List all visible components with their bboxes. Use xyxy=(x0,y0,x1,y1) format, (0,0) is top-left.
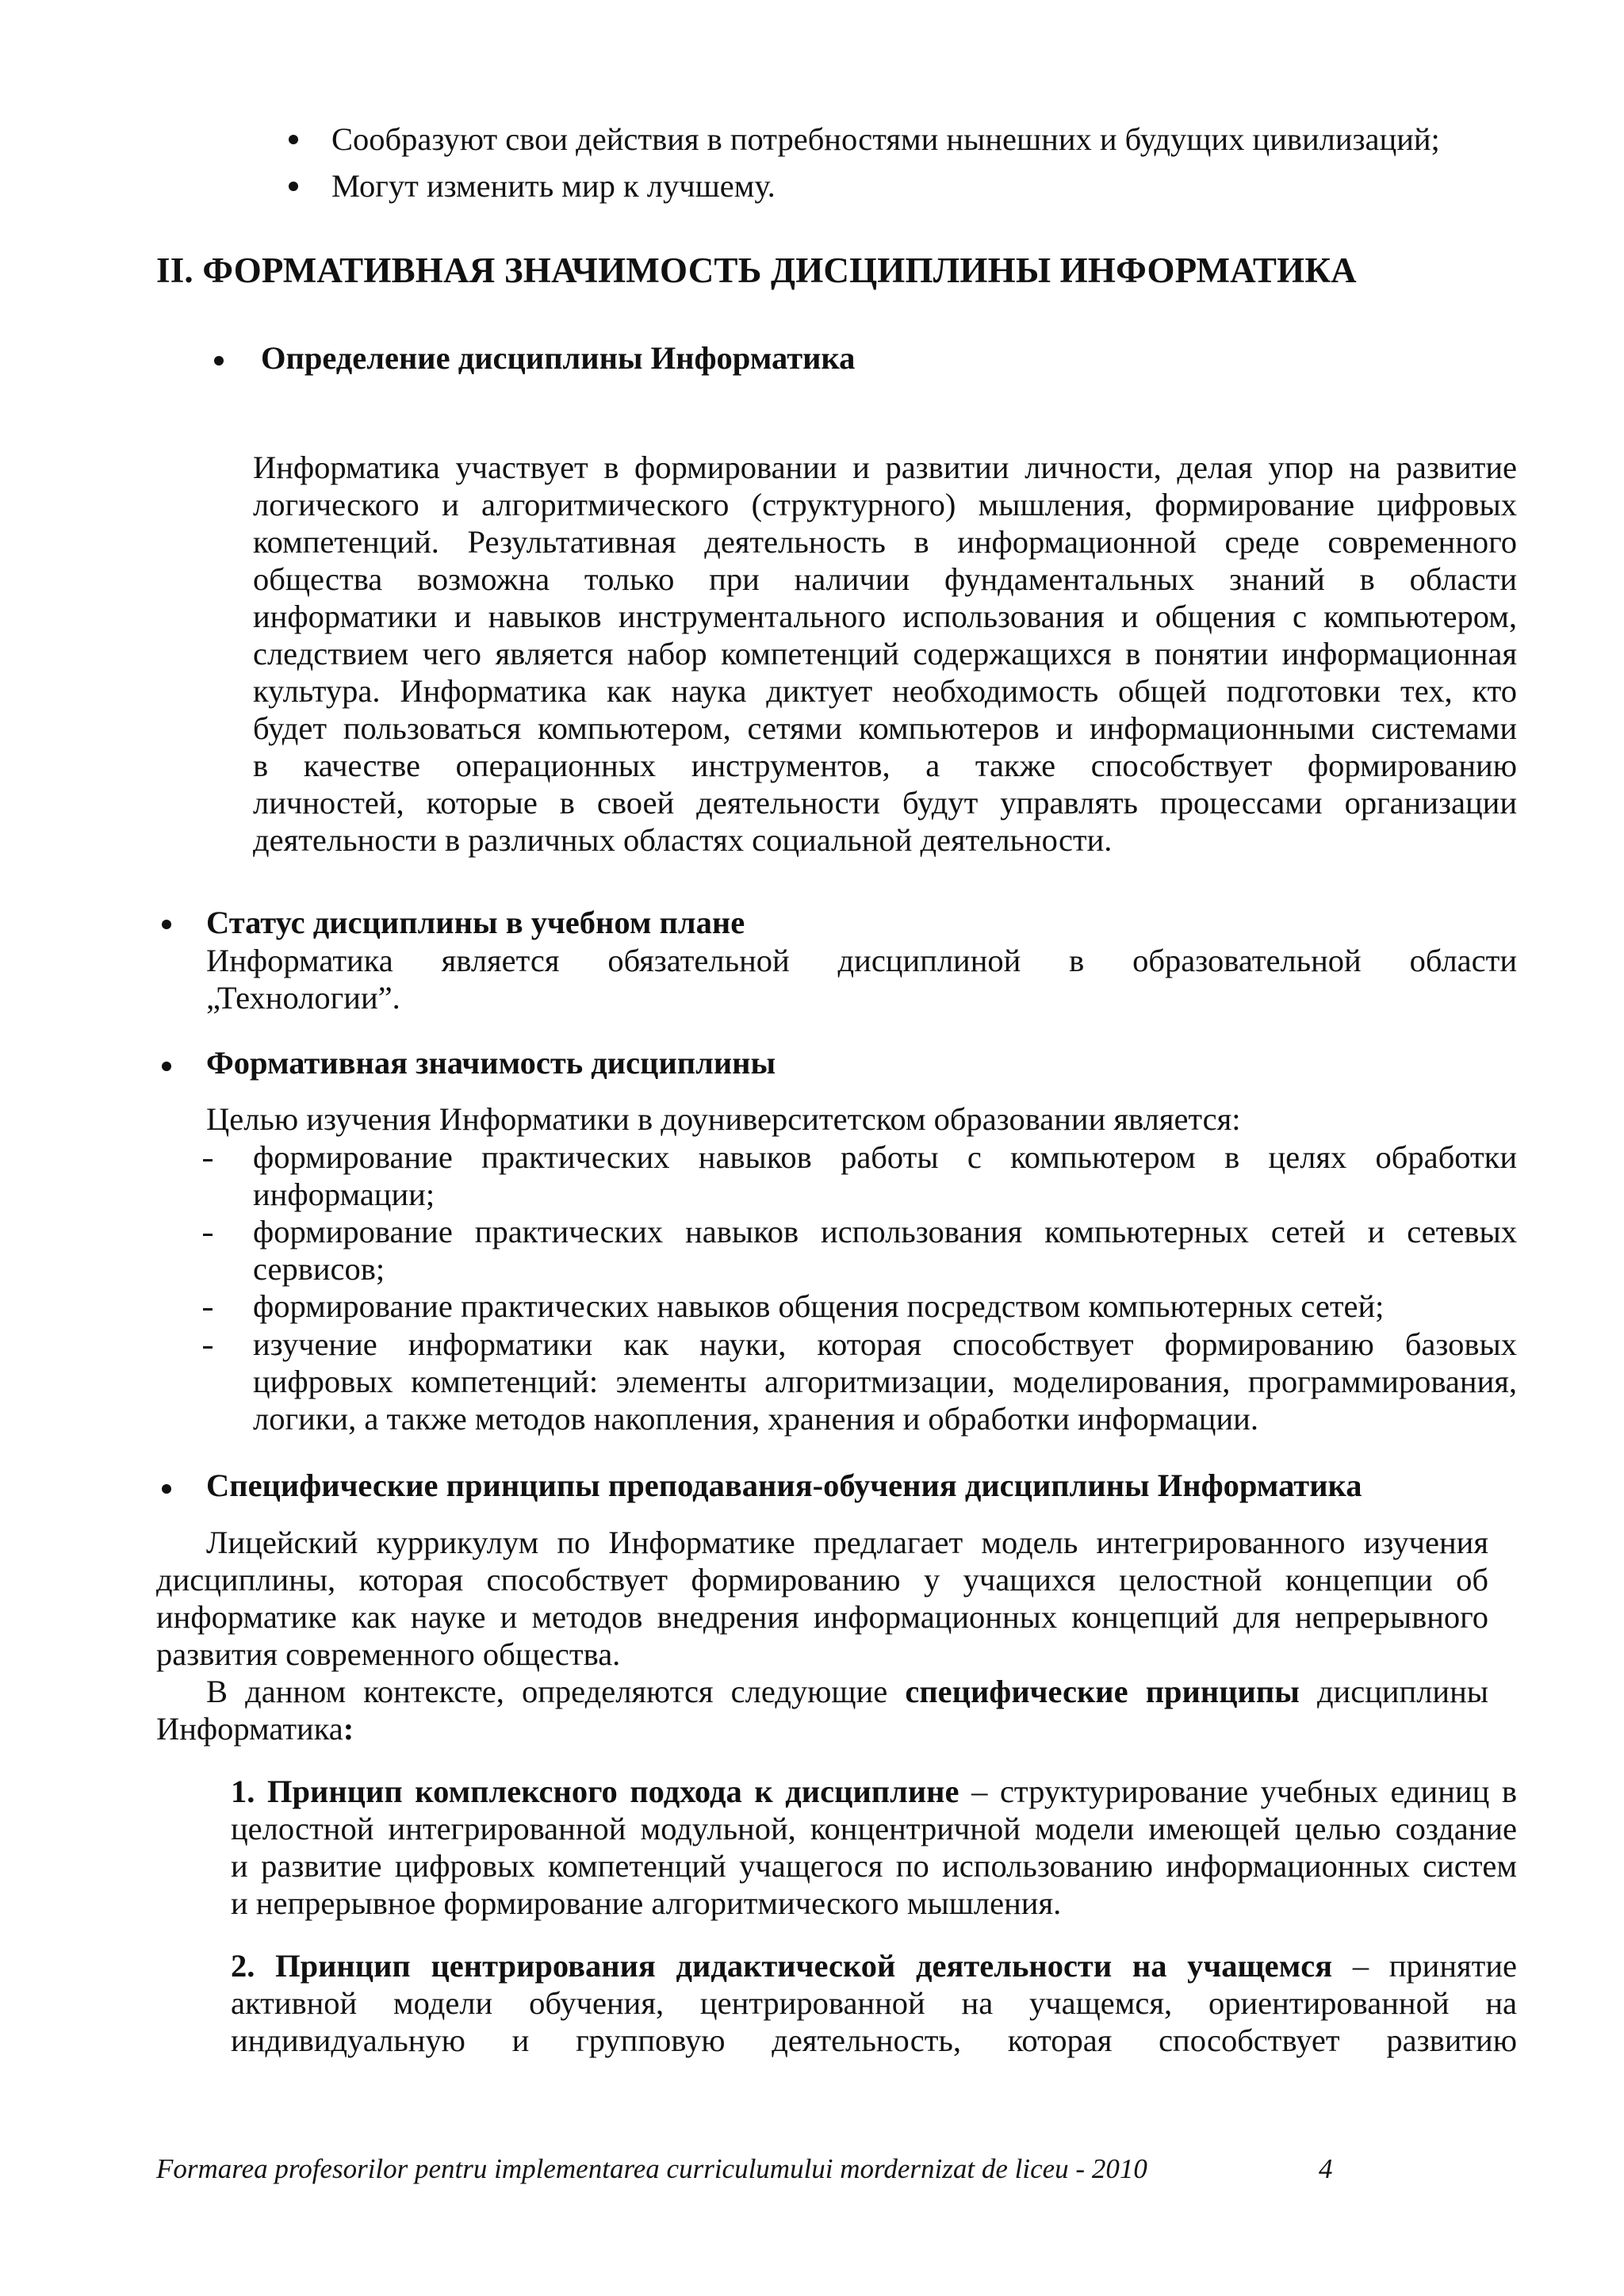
status-heading: Статус дисциплины в учебном плане xyxy=(206,905,745,940)
text-line: изучение информатики как науки, которая способствует формированию базовых xyxy=(253,1326,1517,1362)
top-bullet-1: Сообразуют свои действия в потребностями нынешних и будущих цивилизаций; xyxy=(331,121,1440,157)
text-line: личностей, которые в своей деятельности будут управлять процессами организации xyxy=(253,785,1517,821)
text-line: развития современного общества. xyxy=(156,1636,621,1672)
text-line: общества возможна только при наличии фундаментальных знаний в области xyxy=(253,561,1517,597)
text-line: и развитие цифровых компетенций учащегося по использованию информационных систем xyxy=(231,1848,1517,1884)
page-number: 4 xyxy=(1319,2153,1333,2184)
text-run-bold: : xyxy=(343,1711,354,1747)
formative-intro: Целью изучения Информатики в доуниверситетском образовании является: xyxy=(206,1101,1241,1137)
section-heading: II. ФОРМАТИВНАЯ ЗНАЧИМОСТЬ ДИСЦИПЛИНЫ ИНФОРМАТИКА xyxy=(156,251,1357,290)
text-line: „Технологии”. xyxy=(206,980,400,1016)
text-line: культура. Информатика как наука диктует необходимость общей подготовки тех, кто xyxy=(253,673,1517,709)
text-line: Информатика участвует в формировании и развитии личности, делая упор на развитие xyxy=(253,450,1517,485)
text-line: и непрерывное формирование алгоритмического мышления. xyxy=(231,1885,1062,1921)
text-line: компетенций. Результативная деятельность в информационной среде современного xyxy=(253,524,1517,560)
principles-heading: Специфические принципы преподавания-обучения дисциплины Информатика xyxy=(206,1468,1362,1503)
text-run: В данном контексте, определяются следующие xyxy=(206,1674,906,1709)
text-line: индивидуальную и групповую деятельность, которая способствует развитию xyxy=(231,2022,1517,2058)
text-line: деятельности в различных областях социальной деятельности. xyxy=(253,822,1113,858)
text-line xyxy=(156,1710,1488,1747)
bullet-icon xyxy=(162,1484,171,1494)
text-run-bold: специфические принципы xyxy=(905,1674,1300,1709)
text-line: Информатика является обязательной дисциплиной в образовательной области xyxy=(206,943,1517,978)
text-run: Информатика xyxy=(156,1711,343,1747)
dash-icon xyxy=(203,1234,213,1236)
principles-paragraph-1 xyxy=(156,1524,1488,1673)
text-line: Лицейский куррикулум по Информатике предлагает модель интегрированного изучения xyxy=(206,1525,1488,1560)
text-line xyxy=(156,1673,1488,1710)
formative-item-3: формирование практических навыков общения посредством компьютерных сетей; xyxy=(253,1288,1385,1324)
text-run: – принятие xyxy=(1332,1948,1518,1984)
principle-2 xyxy=(231,1947,1517,2059)
text-line: активной модели обучения, центрированной на учащемся, ориентированной на xyxy=(231,1985,1517,2021)
text-run-bold: 1. Принцип комплексного подхода к дисциплине xyxy=(231,1774,959,1809)
text-line: следствием чего является набор компетенций содержащихся в понятии информационная xyxy=(253,636,1517,672)
text-line: информатики и навыков инструментального использования и общения с компьютером, xyxy=(253,599,1517,634)
text-line: будет пользоваться компьютером, сетями компьютеров и информационными системами xyxy=(253,710,1517,746)
definition-heading: Определение дисциплины Информатика xyxy=(261,340,856,376)
principle-1 xyxy=(231,1773,1517,1922)
top-bullet-2: Могут изменить мир к лучшему. xyxy=(331,168,776,204)
bullet-icon xyxy=(214,356,224,365)
text-line xyxy=(231,1947,1517,1984)
footer-text: Formarea profesorilor pentru implementarea curriculumului mordernizat de liceu - 2010 xyxy=(156,2153,1147,2184)
text-run: – структурирование учебных единиц в xyxy=(959,1774,1517,1809)
formative-item-4 xyxy=(253,1326,1517,1437)
text-run: дисциплины xyxy=(1299,1674,1488,1709)
text-line: в качестве операционных инструментов, а также способствует формированию xyxy=(253,748,1517,783)
text-line: целостной интегрированной модульной, концентричной модели имеющей целью создание xyxy=(231,1811,1517,1846)
text-line: сервисов; xyxy=(253,1251,385,1287)
dash-icon xyxy=(203,1308,213,1311)
bullet-icon xyxy=(289,182,298,191)
text-line: дисциплины, которая способствует формированию у учащихся целостной концепции об xyxy=(156,1562,1488,1598)
status-paragraph xyxy=(206,942,1517,1016)
definition-paragraph xyxy=(253,449,1517,859)
text-line: формирование практических навыков работы с компьютером в целях обработки xyxy=(253,1139,1517,1175)
text-line xyxy=(231,1773,1517,1810)
bullet-icon xyxy=(162,920,171,929)
bullet-icon xyxy=(162,1062,171,1071)
text-line: информатике как науке и методов внедрения информационных концепций для непрерывного xyxy=(156,1599,1488,1635)
dash-icon xyxy=(203,1159,213,1161)
text-line: цифровых компетенций: элементы алгоритмизации, моделирования, программирования, xyxy=(253,1364,1517,1399)
text-run-bold: 2. Принцип центрирования дидактической деятельности на учащемся xyxy=(231,1948,1333,1984)
text-line: логического и алгоритмического (структурного) мышления, формирование цифровых xyxy=(253,487,1517,522)
dash-icon xyxy=(203,1346,213,1349)
text-line: формирование практических навыков использования компьютерных сетей и сетевых xyxy=(253,1214,1517,1249)
text-line: логики, а также методов накопления, хранения и обработки информации. xyxy=(253,1401,1258,1437)
formative-item-2 xyxy=(253,1213,1517,1288)
formative-heading: Формативная значимость дисциплины xyxy=(206,1045,776,1081)
bullet-icon xyxy=(289,135,298,144)
text-line: информации; xyxy=(253,1177,435,1212)
formative-item-1 xyxy=(253,1138,1517,1213)
principles-paragraph-2 xyxy=(156,1673,1488,1747)
